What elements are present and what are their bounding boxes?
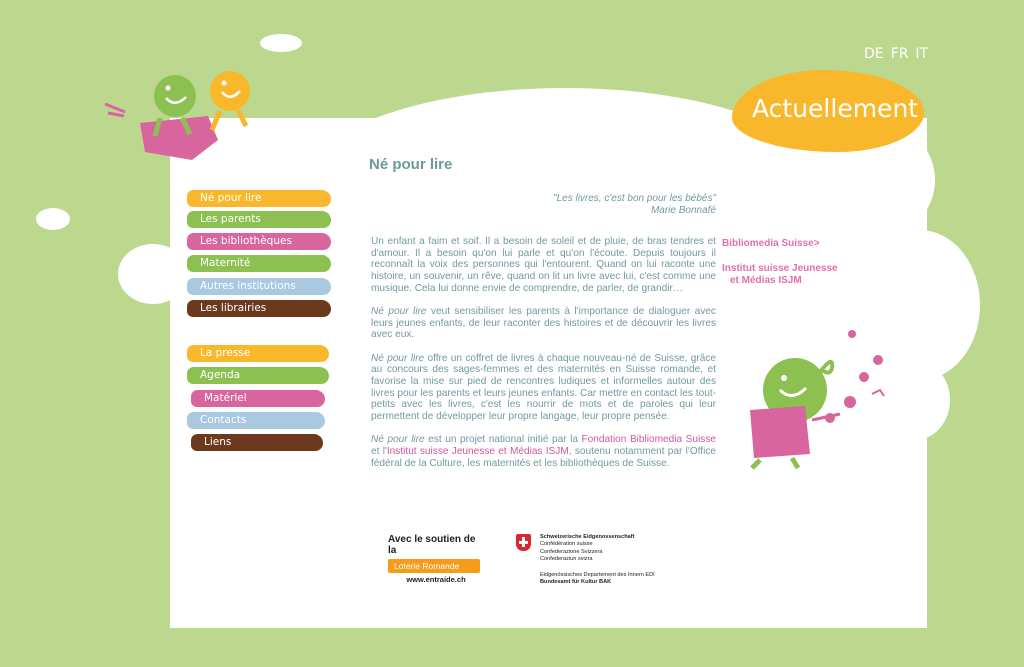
confederation-line: Confédération suisse <box>540 541 593 548</box>
page-title: Né pour lire <box>369 156 453 173</box>
lang-it[interactable]: IT <box>915 46 929 62</box>
paragraph <box>371 306 716 341</box>
loterie-romande-logo[interactable] <box>388 534 484 584</box>
nav-materiel[interactable]: Matériel <box>191 390 325 407</box>
nav-agenda[interactable]: Agenda <box>187 367 329 384</box>
paragraph-text: , soutenu notamment par l'Office fédéral de la Culture, les maternités et les bibliothèques de Suisse. <box>371 446 716 469</box>
link-fondation-bibliomedia[interactable]: Fondation Bibliomedia Suisse <box>581 434 716 446</box>
language-switcher <box>864 46 928 62</box>
cloud-shape <box>260 34 302 52</box>
loterie-romande-bar: Loterie Romande <box>388 559 480 573</box>
lang-fr[interactable]: FR <box>890 46 909 62</box>
confederation-line: Confederaziun svizra <box>540 555 593 562</box>
side-link-isjm[interactable] <box>722 263 838 287</box>
confederation-logo[interactable] <box>516 534 655 586</box>
lang-de[interactable]: DE <box>864 46 884 62</box>
cloud-shape <box>36 208 70 230</box>
nav-les-bibliotheques[interactable]: Les bibliothèques <box>187 233 331 250</box>
paragraph-emphasis: Né pour lire <box>371 306 427 318</box>
sponsor-title: Avec le soutien de la <box>388 534 476 556</box>
reading-mascot-icon <box>740 322 900 470</box>
mascots-logo-icon[interactable] <box>100 66 270 166</box>
confederation-names <box>540 534 635 563</box>
paragraph-text: offre un coffret de livres à chaque nouveau-né de Suisse, grâce au concours des sages-femmes et des maternités en Suisse romande, et favorise la mise sur pied de rencontres ludiques et informelles autour des livres pour les parents et leurs jeunes enfants. Car mettre en contact les tout-petits avec les livres, c'est les nourrir de mots et de paroles qui leur permettent de développer leur propre langage, leur propre pensée. <box>371 352 716 423</box>
nav-liens[interactable]: Liens <box>191 434 323 451</box>
paragraph-emphasis: Né pour lire <box>371 434 425 446</box>
paragraph-text: veut sensibiliser les parents à l'importance de dialoguer avec leurs jeunes enfants, de leur raconter des histoires et de découvrir les livres avec eux. <box>371 306 716 341</box>
actuellement-label[interactable]: Actuellement <box>752 94 919 123</box>
swiss-cross-icon <box>516 534 531 551</box>
nav-contacts[interactable]: Contacts <box>187 412 325 429</box>
side-link-bibliomedia[interactable]: Bibliomedia Suisse> <box>722 238 820 249</box>
confederation-line: Confederazione Svizzera <box>540 548 603 555</box>
nav-autres-institutions[interactable]: Autres institutions <box>187 278 331 295</box>
paragraph <box>371 434 716 469</box>
paragraph <box>371 353 716 423</box>
nav-les-parents[interactable]: Les parents <box>187 211 331 228</box>
confederation-line: Schweizerische Eidgenossenschaft <box>540 534 635 540</box>
quote <box>500 193 716 217</box>
nav-la-presse[interactable]: La presse <box>187 345 329 362</box>
department-names <box>540 572 655 587</box>
side-link-isjm-line2: et Médias ISJM <box>730 275 802 286</box>
paragraph-text: et l' <box>371 446 387 458</box>
nav-les-librairies[interactable]: Les librairies <box>187 300 331 317</box>
nav-ne-pour-lire[interactable]: Né pour lire <box>187 190 331 207</box>
link-isjm[interactable]: Institut suisse Jeunesse et Médias ISJM <box>386 446 569 458</box>
article-body <box>371 236 716 481</box>
paragraph-emphasis: Né pour lire <box>371 352 425 364</box>
paragraph-text: est un projet national initié par la <box>424 434 582 446</box>
cloud-shape <box>118 244 188 304</box>
sponsor-url: www.entraide.ch <box>406 575 466 584</box>
side-link-isjm-line1: Institut suisse Jeunesse <box>722 263 838 274</box>
department-line: Bundesamt für Kultur BAK <box>540 579 612 586</box>
paragraph: Un enfant a faim et soif. Il a besoin de soleil et de pluie, de bras tendres et d'amour. Il a besoin qu'on lui parle et qu'on l'écoute. Depuis toujours il reconnaît la voix des personnes qui l'entourent. Quand on lui raconte une histoire, un souvenir, un rêve, quand on lit un livre avec lui, c'est comme une musique. Cela lui donne envie de comprendre, de parler, de grandir… <box>371 236 716 294</box>
nav-maternite[interactable]: Maternité <box>187 255 331 272</box>
quote-text: "Les livres, c'est bon pour les bébés" <box>553 193 716 204</box>
department-line: Eidgenössisches Departement des Innern EDI <box>540 572 655 578</box>
quote-author: Marie Bonnafé <box>650 205 716 216</box>
